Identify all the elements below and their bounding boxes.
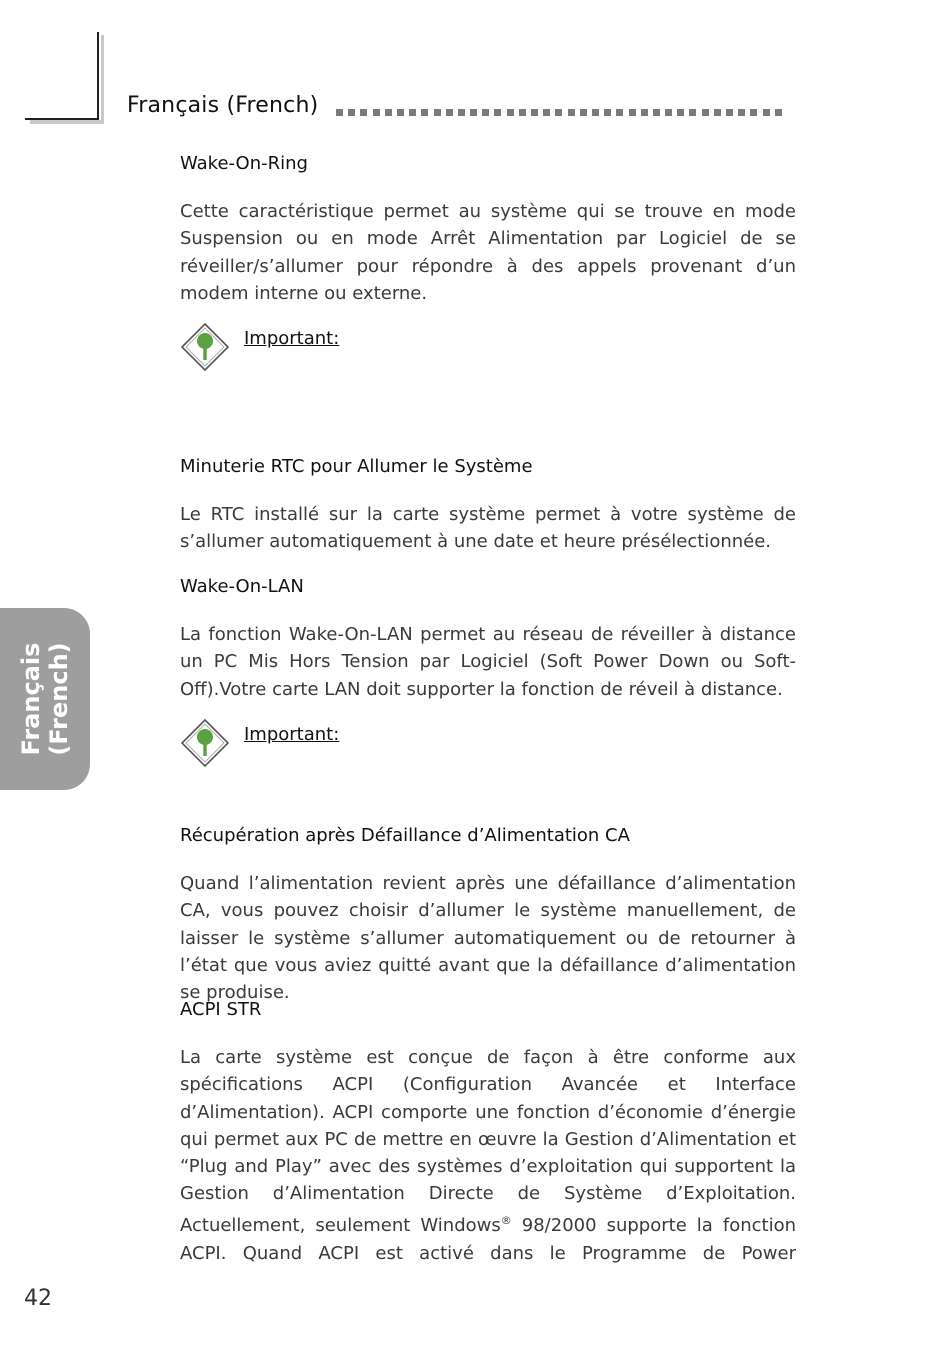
header-dot	[726, 109, 733, 116]
header-dot	[446, 109, 453, 116]
header-dot	[482, 109, 489, 116]
header-dot	[397, 109, 404, 116]
header-dotted-rule	[336, 109, 782, 116]
header-dot	[507, 109, 514, 116]
header-dot	[677, 109, 684, 116]
section-body	[180, 1044, 796, 1267]
section-heading: ACPI STR	[180, 999, 262, 1020]
important-pin-icon	[180, 322, 230, 372]
header-dot	[458, 109, 465, 116]
important-pin-icon	[180, 718, 230, 768]
header-dot	[494, 109, 501, 116]
corner-mark-shadow	[30, 120, 104, 124]
section-heading: Wake-On-Ring	[180, 153, 308, 174]
side-tab-label	[17, 642, 73, 755]
section-body: Cette caractéristique permet au système qui se trouve en mode Suspension ou en mode Arrêt Alimentation par Logiciel de se réveiller/s’allumer pour répondre à des appels provenant d’un modem interne ou externe.	[180, 201, 796, 304]
header-dot	[580, 109, 587, 116]
corner-mark	[97, 32, 99, 120]
header-dot	[702, 109, 709, 116]
section-heading: Wake-On-LAN	[180, 576, 304, 597]
registered-mark: ®	[500, 1214, 512, 1228]
header-dot	[616, 109, 623, 116]
corner-mark	[25, 118, 99, 120]
section-heading: Minuterie RTC pour Allumer le Système	[180, 456, 533, 477]
header-dot	[519, 109, 526, 116]
header-dot	[763, 109, 770, 116]
header-dot	[750, 109, 757, 116]
header-dot	[665, 109, 672, 116]
header-dot	[555, 109, 562, 116]
header-dot	[470, 109, 477, 116]
section-heading: Récupération après Défaillance d’Alimentation CA	[180, 825, 630, 846]
language-side-tab	[0, 608, 90, 790]
header-dot	[421, 109, 428, 116]
important-label: Important:	[244, 724, 340, 745]
header-dot	[531, 109, 538, 116]
header-dot	[714, 109, 721, 116]
side-tab-line: Français	[17, 642, 45, 756]
header-dot	[373, 109, 380, 116]
important-note	[180, 724, 339, 768]
header-dot	[775, 109, 782, 116]
header-dot	[568, 109, 575, 116]
header-dot	[641, 109, 648, 116]
corner-mark-shadow	[101, 35, 104, 123]
section-wake-on-ring	[180, 150, 796, 307]
header-dot	[434, 109, 441, 116]
header-dot	[348, 109, 355, 116]
important-note	[180, 328, 339, 372]
section-wake-on-lan	[180, 573, 796, 703]
header-dot	[385, 109, 392, 116]
section-body: Le RTC installé sur la carte système permet à votre système de s’allumer automatiquement à une date et heure présélectionnée.	[180, 504, 796, 553]
important-label: Important:	[244, 328, 340, 349]
header-dot	[738, 109, 745, 116]
header-dot	[653, 109, 660, 116]
body-text: La carte système est conçue de façon à être conforme aux spécifications ACPI (Configuration Avancée et Interface d’Alimentation). ACPI comporte une fonction d’économie d’énergie qui permet aux PC de mettre en œuvre la Gestion d’Alimentation et “Plug and Play” avec des systèmes d’exploitation qui supportent la Gestion d’Alimentation Directe de Système d’Exploitation. Actuellement, seulement Windows	[180, 1047, 796, 1237]
header-dot	[543, 109, 550, 116]
header-dot	[689, 109, 696, 116]
section-rtc	[180, 453, 796, 556]
header-dot	[629, 109, 636, 116]
header-dot	[604, 109, 611, 116]
page-title: Français (French)	[127, 93, 319, 118]
body-text: 98/2000 supporte la fonction ACPI. Quand ACPI est activé dans le Programme de Power	[180, 1215, 796, 1264]
section-acpi-str	[180, 996, 796, 1267]
section-ac-recovery	[180, 822, 796, 1006]
header-dot	[360, 109, 367, 116]
header-dot	[409, 109, 416, 116]
page-number: 42	[24, 1286, 52, 1311]
header-dot	[592, 109, 599, 116]
section-body: Quand l’alimentation revient après une défaillance d’alimentation CA, vous pouvez choisir d’allumer le système manuellement, de laisser le système s’allumer automatiquement ou de retourner à l’état que vous aviez quitté avant que la défaillance d’alimentation se produise.	[180, 873, 796, 1004]
side-tab-line: (French)	[45, 642, 73, 756]
header-dot	[336, 109, 343, 116]
section-body: La fonction Wake-On-LAN permet au réseau de réveiller à distance un PC Mis Hors Tension par Logiciel (Soft Power Down ou Soft-Off).Votre carte LAN doit supporter la fonction de réveil à distance.	[180, 624, 796, 700]
